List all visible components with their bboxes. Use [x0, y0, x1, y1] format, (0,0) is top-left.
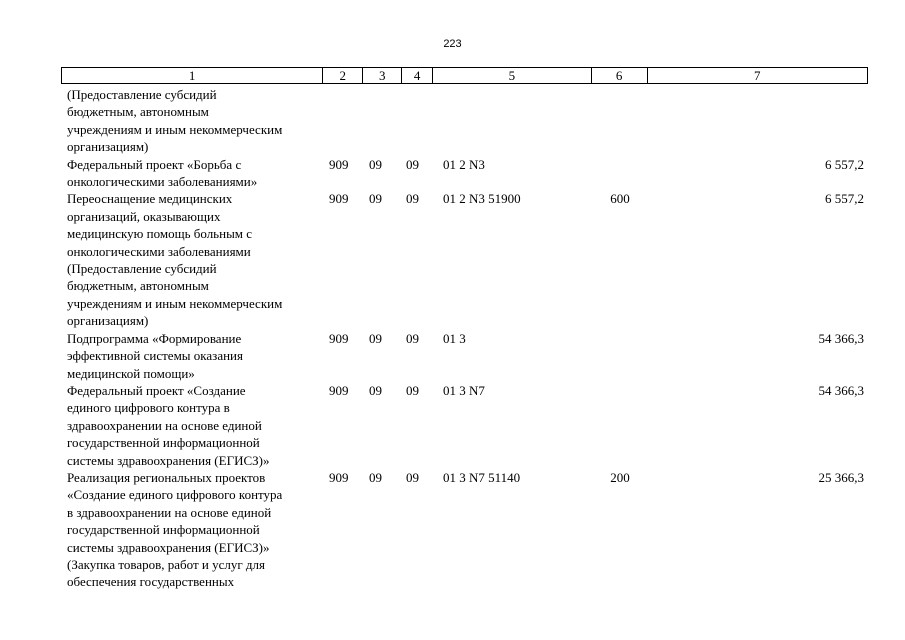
item-name-line: единого цифрового контура в	[67, 400, 230, 416]
subsection-code-cell: 09	[406, 156, 419, 172]
amount-cell: 54 366,3	[818, 382, 864, 398]
item-name-line: организациям)	[67, 313, 149, 329]
table-row	[61, 330, 868, 382]
ministry-code-cell: 909	[329, 191, 349, 207]
ministry-code-cell: 909	[329, 330, 349, 346]
item-name-line: Реализация региональных проектов	[67, 469, 266, 485]
table-header	[61, 67, 868, 84]
item-name-line: бюджетным, автономным	[67, 104, 209, 120]
column-header-4: 4	[402, 68, 433, 83]
table-body	[61, 86, 868, 591]
subsection-code-cell: 09	[406, 191, 419, 207]
table-row	[61, 382, 868, 469]
item-name-line: системы здравоохранения (ЕГИСЗ)»	[67, 452, 270, 468]
item-name-line: (Закупка товаров, работ и услуг для	[67, 556, 265, 572]
item-name-line: учреждениям и иным некоммерческим	[67, 121, 283, 137]
section-code-cell: 09	[369, 469, 382, 485]
item-name-cell	[61, 382, 323, 469]
amount-cell: 54 366,3	[818, 330, 864, 346]
ministry-code-cell: 909	[329, 382, 349, 398]
item-name-line: государственной информационной	[67, 435, 260, 451]
section-code-cell: 09	[369, 156, 382, 172]
table-row	[61, 190, 868, 329]
item-name-line: медицинскую помощь больным с	[67, 226, 253, 242]
item-name-line: Федеральный проект «Борьба с	[67, 156, 242, 172]
subsection-code-cell: 09	[406, 469, 419, 485]
column-header-7: 7	[754, 68, 761, 83]
expense-type-cell: 600	[610, 191, 630, 207]
item-name-line: (Предоставление субсидий	[67, 87, 217, 102]
item-name-line: онкологическими заболеваниями	[67, 243, 251, 259]
column-header-2: 2	[323, 68, 363, 83]
item-name-line: Переоснащение медицинских	[67, 191, 233, 207]
target-article-cell: 01 3	[443, 330, 466, 346]
item-name-cell	[61, 86, 323, 156]
item-name-line: здравоохранении на основе единой	[67, 417, 262, 433]
section-code-cell: 09	[369, 330, 382, 346]
item-name-cell	[61, 190, 323, 329]
item-name-cell	[61, 330, 323, 382]
column-header-1: 1	[62, 68, 323, 83]
item-name-line: «Создание единого цифрового контура	[67, 487, 283, 503]
item-name-line: учреждениям и иным некоммерческим	[67, 295, 283, 311]
target-article-cell: 01 3 N7	[443, 382, 485, 398]
item-name-line: бюджетным, автономным	[67, 278, 209, 294]
amount-cell: 6 557,2	[825, 191, 864, 207]
table-row	[61, 156, 868, 191]
table-row	[61, 86, 868, 156]
item-name-line: системы здравоохранения (ЕГИСЗ)»	[67, 539, 270, 555]
column-header-6: 6	[592, 68, 648, 83]
column-header-3: 3	[363, 68, 402, 83]
section-code-cell: 09	[369, 191, 382, 207]
subsection-code-cell: 09	[406, 382, 419, 398]
item-name-line: (Предоставление субсидий	[67, 261, 217, 277]
item-name-line: Подпрограмма «Формирование	[67, 330, 242, 346]
subsection-code-cell: 09	[406, 330, 419, 346]
item-name-line: медицинской помощи»	[67, 365, 195, 381]
target-article-cell: 01 3 N7 51140	[443, 469, 521, 485]
section-code-cell: 09	[369, 382, 382, 398]
item-name-line: онкологическими заболеваниями»	[67, 174, 258, 190]
item-name-line: государственной информационной	[67, 522, 260, 538]
item-name-cell	[61, 469, 323, 591]
item-name-line: обеспечения государственных	[67, 574, 235, 590]
item-name-line: Федеральный проект «Создание	[67, 382, 246, 398]
page-number: 223	[443, 38, 462, 50]
ministry-code-cell: 909	[329, 156, 349, 172]
ministry-code-cell: 909	[329, 469, 349, 485]
target-article-cell: 01 2 N3	[443, 156, 485, 172]
table-row	[61, 469, 868, 591]
item-name-line: эффективной системы оказания	[67, 348, 243, 364]
amount-cell: 6 557,2	[825, 156, 864, 172]
amount-cell: 25 366,3	[818, 469, 864, 485]
item-name-line: организациям)	[67, 139, 149, 155]
column-header-5: 5	[433, 68, 592, 83]
item-name-line: в здравоохранении на основе единой	[67, 504, 272, 520]
target-article-cell: 01 2 N3 51900	[443, 191, 521, 207]
item-name-line: организаций, оказывающих	[67, 208, 221, 224]
expense-type-cell: 200	[610, 469, 630, 485]
item-name-cell	[61, 156, 323, 191]
